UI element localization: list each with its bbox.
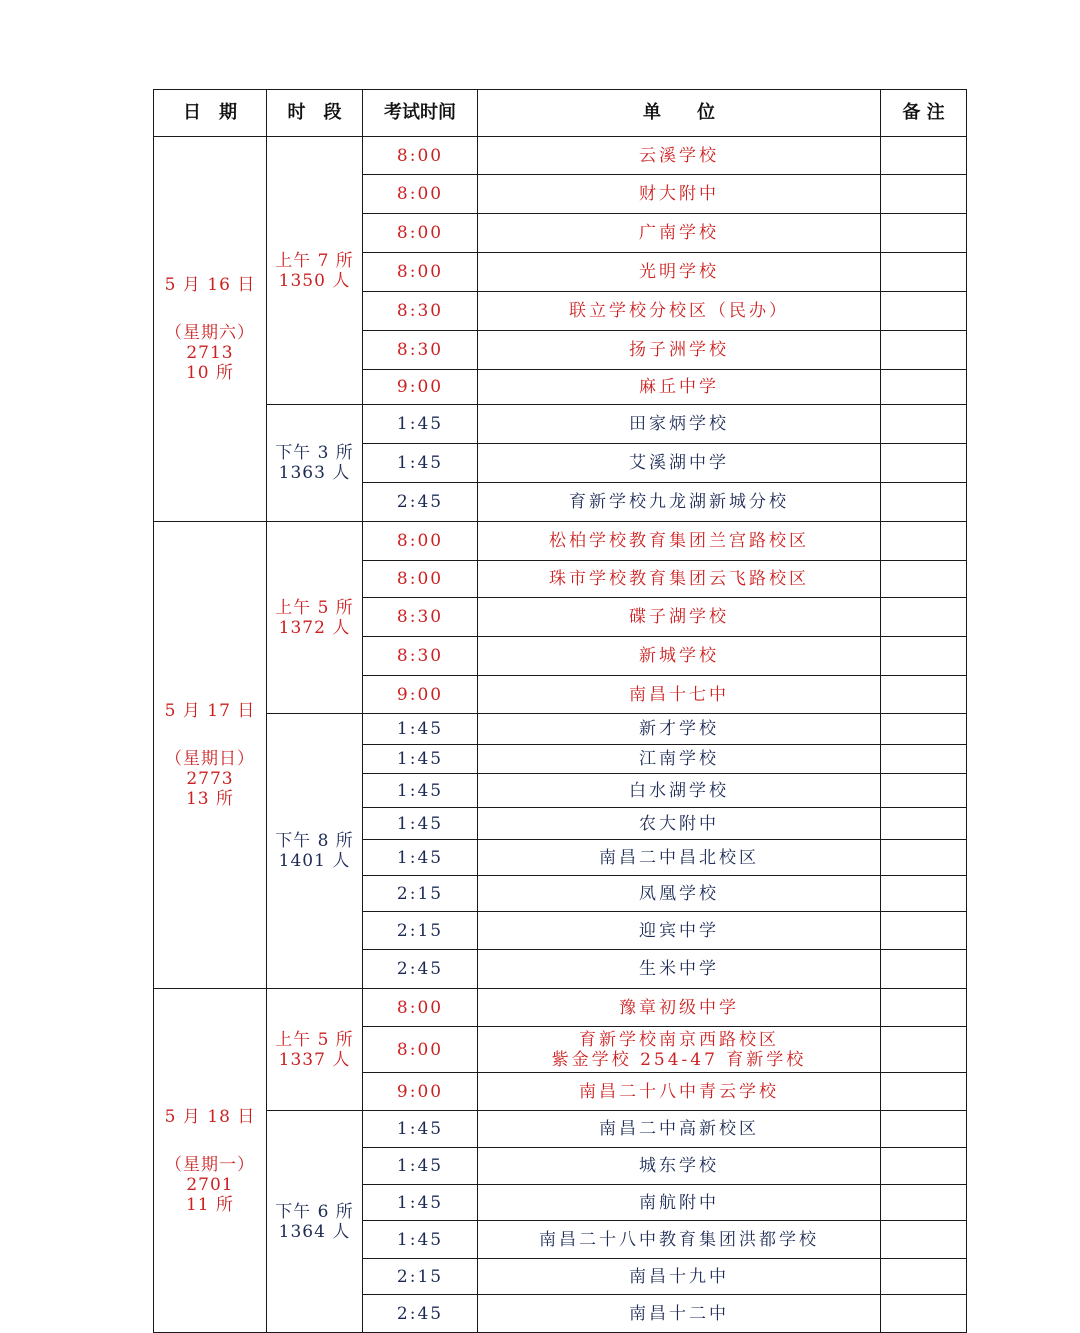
time-cell: 2:45: [363, 950, 478, 989]
unit-cell: 联立学校分校区（民办）: [478, 292, 881, 331]
session-label: 上午 5 所: [275, 1029, 354, 1050]
note-cell: [881, 1111, 967, 1148]
table-row: [154, 1111, 967, 1148]
session-label: 上午 7 所: [275, 250, 354, 271]
unit-cell: 南昌二十八中教育集团洪都学校: [478, 1221, 881, 1259]
session-label: 上午 5 所: [275, 597, 354, 618]
unit-cell: 南昌十七中: [478, 676, 881, 714]
unit-cell: 南昌二十八中青云学校: [478, 1073, 881, 1111]
note-cell: [881, 137, 967, 175]
unit-cell: 田家炳学校: [478, 405, 881, 444]
note-cell: [881, 1295, 967, 1333]
time-cell: 8:00: [363, 175, 478, 214]
unit-cell: [478, 1027, 881, 1073]
time-cell: 2:15: [363, 876, 478, 912]
session-label: 下午 6 所: [275, 1201, 354, 1222]
unit-cell: 城东学校: [478, 1148, 881, 1185]
date-label: 5 月 16 日: [164, 275, 256, 295]
unit-cell: 扬子洲学校: [478, 331, 881, 370]
time-cell: 8:00: [363, 989, 478, 1027]
note-cell: [881, 405, 967, 444]
time-cell: 1:45: [363, 808, 478, 840]
note-cell: [881, 561, 967, 598]
note-cell: [881, 745, 967, 774]
morning-session-cell: [267, 137, 363, 405]
day-total: 2701: [186, 1174, 234, 1195]
note-cell: [881, 637, 967, 676]
header-period: 时 段: [267, 90, 363, 137]
time-cell: 2:15: [363, 1259, 478, 1295]
note-cell: [881, 840, 967, 876]
note-cell: [881, 1221, 967, 1259]
date-cell: [154, 137, 267, 522]
note-cell: [881, 214, 967, 253]
date-label: 5 月 18 日: [164, 1106, 256, 1127]
note-cell: [881, 292, 967, 331]
session-count: 1401 人: [278, 851, 351, 871]
time-cell: 8:00: [363, 1027, 478, 1073]
time-cell: 2:45: [363, 483, 478, 522]
unit-cell: 生米中学: [478, 950, 881, 989]
unit-cell: 云溪学校: [478, 137, 881, 175]
session-count: 1350 人: [278, 270, 351, 291]
header-unit: 单 位: [478, 90, 881, 137]
note-cell: [881, 1185, 967, 1221]
session-count: 1363 人: [278, 463, 351, 483]
table-row: [154, 405, 967, 444]
session-label: 下午 3 所: [275, 443, 354, 463]
note-cell: [881, 1073, 967, 1111]
day-schools: 13 所: [185, 789, 235, 809]
date-label: 5 月 17 日: [164, 701, 256, 721]
unit-cell: 凤凰学校: [478, 876, 881, 912]
day-schools: 10 所: [185, 363, 235, 383]
unit-cell: 豫章初级中学: [478, 989, 881, 1027]
note-cell: [881, 676, 967, 714]
note-cell: [881, 1027, 967, 1073]
unit-cell: 珠市学校教育集团云飞路校区: [478, 561, 881, 598]
time-cell: 1:45: [363, 1111, 478, 1148]
time-cell: 1:45: [363, 444, 478, 483]
unit-cell: 南航附中: [478, 1185, 881, 1221]
time-cell: 8:30: [363, 331, 478, 370]
morning-session-cell: [267, 989, 363, 1111]
session-count: 1372 人: [278, 617, 351, 638]
unit-cell: 光明学校: [478, 253, 881, 292]
unit-cell: 江南学校: [478, 745, 881, 774]
unit-cell: 农大附中: [478, 808, 881, 840]
note-cell: [881, 1259, 967, 1295]
time-cell: 8:00: [363, 253, 478, 292]
afternoon-session-cell: [267, 1111, 363, 1333]
unit-cell: 南昌十二中: [478, 1295, 881, 1333]
note-cell: [881, 175, 967, 214]
session-label: 下午 8 所: [275, 831, 354, 851]
table-row: [154, 522, 967, 561]
note-cell: [881, 331, 967, 370]
weekday-label: （星期六）: [165, 323, 255, 343]
weekday-label: （星期日）: [165, 749, 255, 769]
unit-cell: 新才学校: [478, 714, 881, 745]
unit-cell: 南昌二中昌北校区: [478, 840, 881, 876]
time-cell: 1:45: [363, 840, 478, 876]
day-total: 2773: [186, 769, 234, 789]
time-cell: 1:45: [363, 714, 478, 745]
date-cell: [154, 989, 267, 1333]
time-cell: 1:45: [363, 774, 478, 808]
table-row: [154, 989, 967, 1027]
weekday-label: （星期一）: [165, 1154, 255, 1175]
note-cell: [881, 808, 967, 840]
unit-cell: 迎宾中学: [478, 912, 881, 950]
time-cell: 8:00: [363, 137, 478, 175]
unit-cell: 麻丘中学: [478, 370, 881, 405]
table-row: [154, 137, 967, 175]
unit-cell: 艾溪湖中学: [478, 444, 881, 483]
unit-cell: 南昌十九中: [478, 1259, 881, 1295]
note-cell: [881, 370, 967, 405]
note-cell: [881, 950, 967, 989]
unit-cell: 广南学校: [478, 214, 881, 253]
time-cell: 2:45: [363, 1295, 478, 1333]
time-cell: 9:00: [363, 1073, 478, 1111]
time-cell: 1:45: [363, 1148, 478, 1185]
time-cell: 8:30: [363, 292, 478, 331]
header-note: 备 注: [881, 90, 967, 137]
note-cell: [881, 912, 967, 950]
note-cell: [881, 876, 967, 912]
exam-schedule-table: [153, 89, 967, 1333]
time-cell: 8:30: [363, 598, 478, 637]
time-cell: 1:45: [363, 745, 478, 774]
time-cell: 9:00: [363, 370, 478, 405]
note-cell: [881, 714, 967, 745]
day-schools: 11 所: [185, 1194, 235, 1215]
session-count: 1337 人: [278, 1049, 351, 1070]
session-count: 1364 人: [278, 1221, 351, 1242]
afternoon-session-cell: [267, 714, 363, 989]
header-date: 日 期: [154, 90, 267, 137]
morning-session-cell: [267, 522, 363, 714]
unit-cell: 南昌二中高新校区: [478, 1111, 881, 1148]
date-cell: [154, 522, 267, 989]
time-cell: 8:30: [363, 637, 478, 676]
time-cell: 8:00: [363, 522, 478, 561]
table-row: [154, 714, 967, 745]
note-cell: [881, 483, 967, 522]
time-cell: 1:45: [363, 1221, 478, 1259]
unit-cell: 育新学校九龙湖新城分校: [478, 483, 881, 522]
unit-cell: 松柏学校教育集团兰宫路校区: [478, 522, 881, 561]
note-cell: [881, 253, 967, 292]
unit-cell: 碟子湖学校: [478, 598, 881, 637]
time-cell: 1:45: [363, 1185, 478, 1221]
note-cell: [881, 598, 967, 637]
unit-cell: 新城学校: [478, 637, 881, 676]
time-cell: 8:00: [363, 561, 478, 598]
note-cell: [881, 989, 967, 1027]
note-cell: [881, 522, 967, 561]
header-row: [154, 90, 967, 137]
note-cell: [881, 444, 967, 483]
unit-cell: 财大附中: [478, 175, 881, 214]
unit-line: 育新学校南京西路校区: [579, 1029, 779, 1050]
afternoon-session-cell: [267, 405, 363, 522]
header-time: 考试时间: [363, 90, 478, 137]
time-cell: 8:00: [363, 214, 478, 253]
time-cell: 1:45: [363, 405, 478, 444]
note-cell: [881, 1148, 967, 1185]
note-cell: [881, 774, 967, 808]
unit-cell: 白水湖学校: [478, 774, 881, 808]
time-cell: 9:00: [363, 676, 478, 714]
unit-line: 紫金学校 254-47 育新学校: [551, 1049, 807, 1070]
day-total: 2713: [186, 343, 234, 363]
time-cell: 2:15: [363, 912, 478, 950]
